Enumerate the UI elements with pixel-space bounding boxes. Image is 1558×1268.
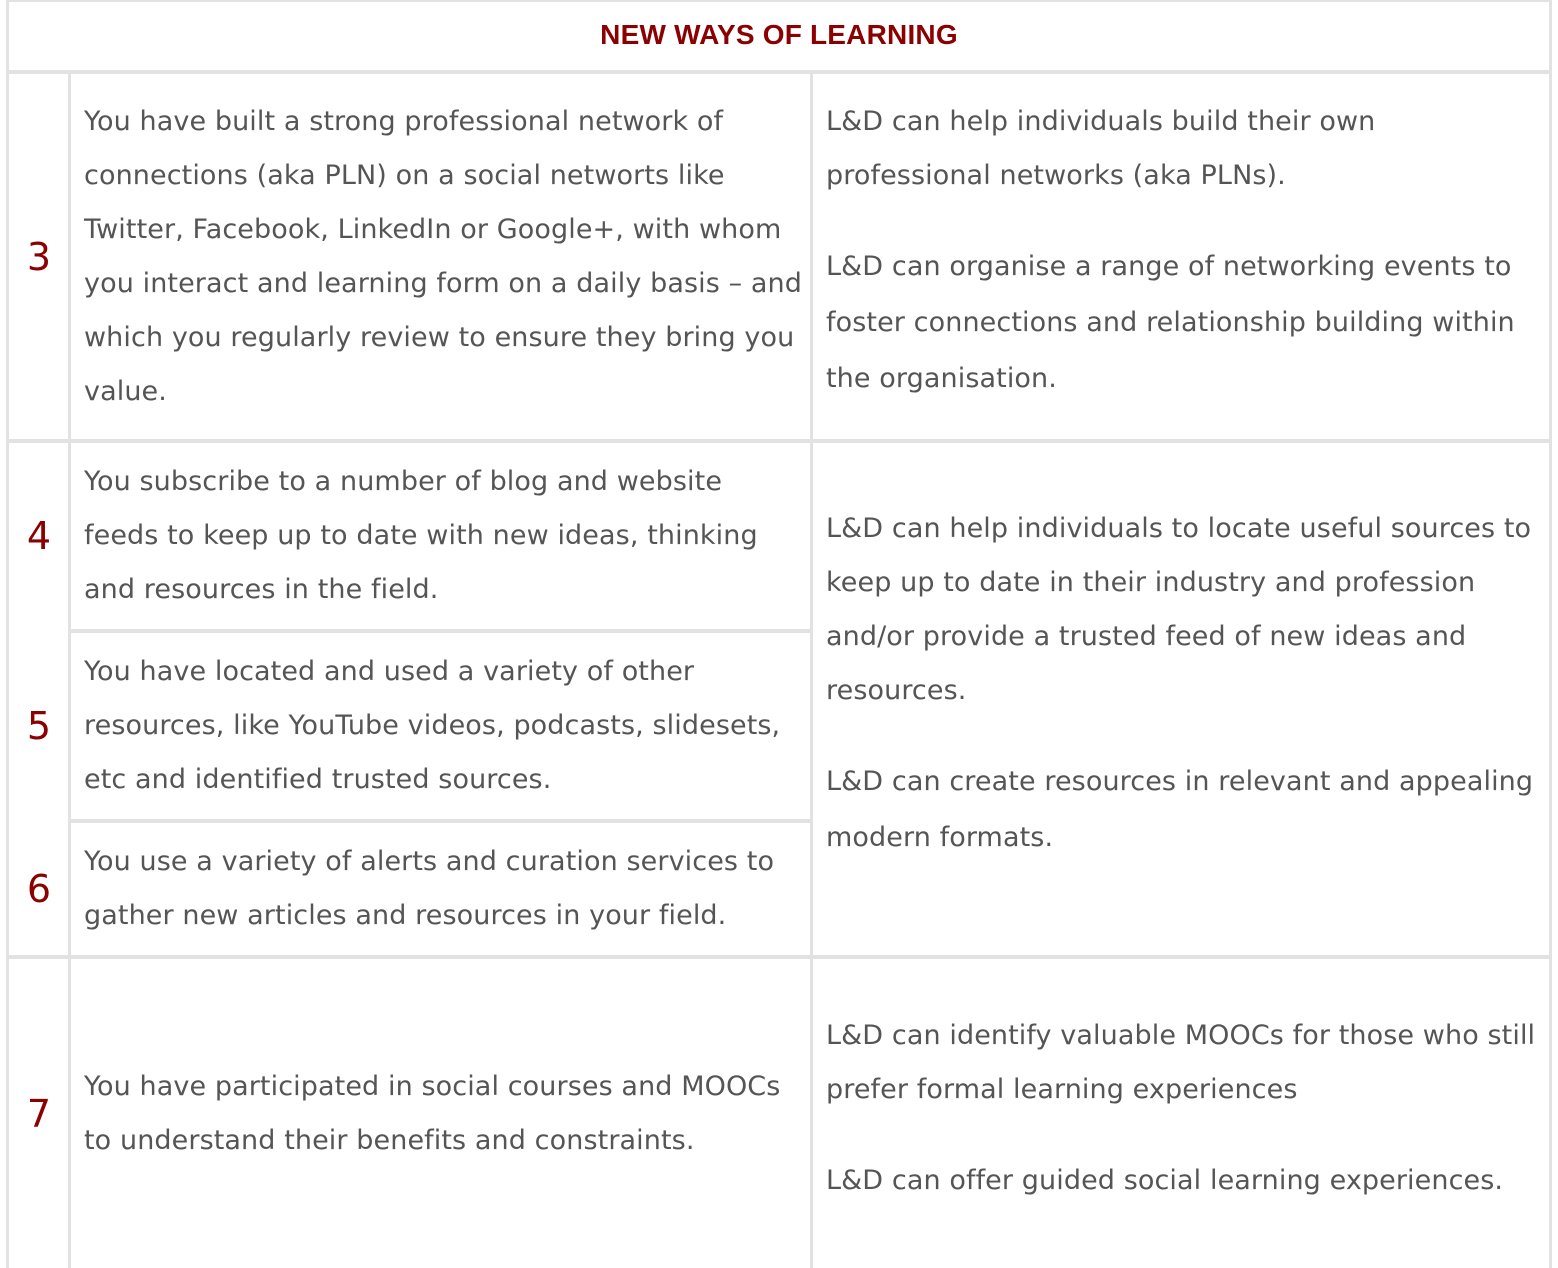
- support-text: L&D can identify valuable MOOCs for those who still prefer formal learning experiences: [826, 1019, 1536, 1105]
- practice-text: You have participated in social courses and MOOCs to understand their benefits and constraints.: [84, 1070, 781, 1156]
- practice-text: You have located and used a variety of other resources, like YouTube videos, podcasts, slidesets, etc and identified trusted sources.: [84, 656, 781, 795]
- practice-text: You use a variety of alerts and curation services to gather new articles and resources in your field.: [84, 846, 775, 931]
- row-number: 7: [26, 1091, 52, 1136]
- support-cell: [826, 443, 1542, 955]
- middle-column-divider: [810, 74, 813, 1268]
- support-text: L&D can create resources in relevant and appealing modern formats.: [826, 766, 1534, 853]
- practice-cell: [84, 74, 804, 439]
- support-text: L&D can offer guided social learning experiences.: [826, 1164, 1504, 1196]
- practice-cell: [84, 443, 804, 629]
- support-text: L&D can help individuals build their own professional networks (aka PLNs).: [826, 105, 1376, 191]
- row-number: 5: [26, 704, 52, 748]
- practice-cell: [84, 959, 804, 1268]
- table-title: NEW WAYS OF LEARNING: [600, 19, 958, 50]
- support-cell: [826, 959, 1542, 1268]
- practice-cell: [84, 633, 804, 819]
- practice-cell: [84, 823, 804, 955]
- row-number: 6: [26, 867, 52, 911]
- support-text: L&D can organise a range of networking events to foster connections and relationship building within the organisation.: [826, 250, 1515, 394]
- row-number: 4: [26, 514, 52, 558]
- practice-text: You subscribe to a number of blog and website feeds to keep up to date with new ideas, thinking and resources in the field.: [84, 466, 758, 605]
- support-cell: [826, 74, 1542, 439]
- row-number: 3: [26, 234, 52, 279]
- table-border-right: [1549, 0, 1552, 1268]
- practice-text: You have built a strong professional network of connections (aka PLN) on a social networts like Twitter, Facebook, LinkedIn or Google+, with whom you interact and learning form on a daily basis – and which you regularly review to ensure they bring you value.: [84, 105, 802, 407]
- support-text: L&D can help individuals to locate useful sources to keep up to date in their industry and profession and/or provide a trusted feed of new ideas and resources.: [826, 513, 1532, 706]
